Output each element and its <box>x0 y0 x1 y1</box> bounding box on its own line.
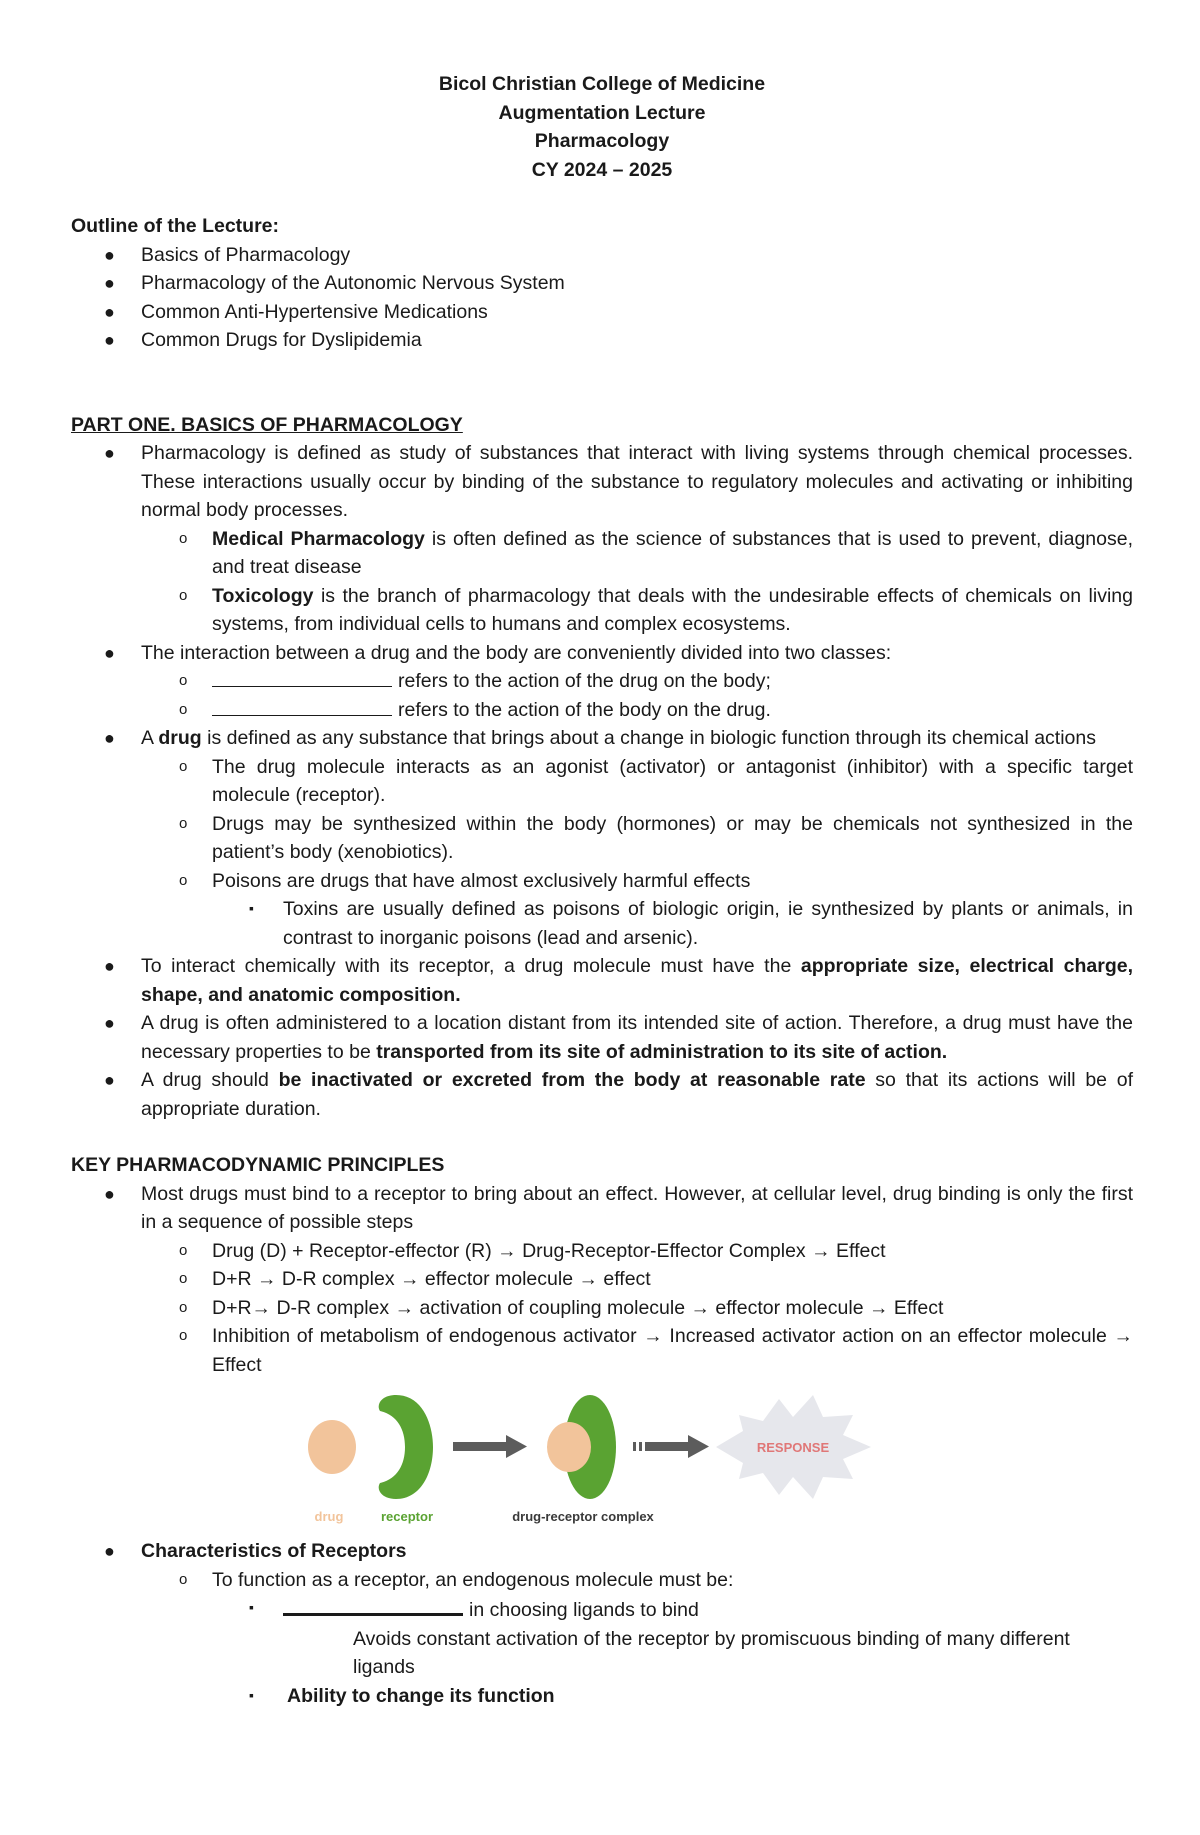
bullet-icon: ● <box>104 273 115 293</box>
lecture-type: Augmentation Lecture <box>498 101 706 124</box>
part-one-heading: PART ONE. BASICS OF PHARMACOLOGY <box>71 413 463 436</box>
fill-in-blank[interactable] <box>283 1594 463 1616</box>
list-item: ▪ in choosing ligands to bind <box>71 1594 1133 1625</box>
list-item: o refers to the action of the drug on the body; <box>71 667 1133 696</box>
dash-2 <box>639 1442 642 1451</box>
list-item: o To function as a receptor, an endogenous molecule must be: <box>71 1566 1133 1595</box>
list-item: ● A drug is defined as any substance that brings about a change in biologic function through its chemical actions <box>71 724 1133 753</box>
drug-receptor-diagram <box>71 1385 1133 1535</box>
square-bullet-icon: ▪ <box>249 1599 254 1615</box>
arrow-shaft <box>453 1442 508 1451</box>
list-item: ● The interaction between a drug and the body are conveniently divided into two classes: <box>71 639 1133 668</box>
circle-bullet-icon: o <box>179 1270 188 1287</box>
complex-drug-shape <box>547 1422 591 1472</box>
part-one-list <box>71 439 1133 1123</box>
circle-bullet-icon: o <box>179 586 188 604</box>
note-text: Avoids constant activation of the receptor by promiscuous binding of many different ligands <box>353 1627 1070 1678</box>
school-year: CY 2024 – 2025 <box>531 158 673 181</box>
outline-list <box>71 241 1133 355</box>
drug-receptor-figure <box>71 1385 1133 1535</box>
bullet-icon: ● <box>104 642 115 663</box>
square-bullet-icon: ▪ <box>249 1686 254 1703</box>
circle-bullet-icon: o <box>179 871 188 889</box>
arrow-shaft <box>645 1442 690 1451</box>
list-item: o D+R → D-R complex → effector molecule → effect <box>71 1265 1133 1294</box>
drug-label: drug <box>314 1509 344 1524</box>
arrow-head <box>688 1435 709 1458</box>
bullet-icon: ● <box>104 443 115 463</box>
college-name: Bicol Christian College of Medicine <box>438 73 766 95</box>
outline-title: Outline of the Lecture: <box>71 215 280 237</box>
list-item: ● To interact chemically with its receptor, a drug molecule must have the appropriate size, electrical charge, shape, and anatomic composition. <box>71 952 1133 1009</box>
list-item: o Drug (D) + Receptor-effector (R) → Drug-Receptor-Effector Complex → Effect <box>71 1237 1133 1266</box>
list-item: o Toxicology is the branch of pharmacology that deals with the undesirable effects of chemicals on living systems, from individual cells to humans and complex ecosystems. <box>71 582 1133 639</box>
bullet-icon: ● <box>104 1183 115 1204</box>
receptors-list <box>71 1537 1133 1710</box>
pharmacodynamics-heading: KEY PHARMACODYNAMIC PRINCIPLES <box>71 1154 445 1176</box>
circle-bullet-icon: o <box>179 757 188 775</box>
circle-bullet-icon: o <box>179 1570 188 1588</box>
list-item: ● Characteristics of Receptors <box>71 1537 1133 1566</box>
list-item: o D+R→ D-R complex → activation of coupling molecule → effector molecule → Effect <box>71 1294 1133 1323</box>
drug-shape <box>308 1420 356 1474</box>
circle-bullet-icon: o <box>179 529 188 547</box>
bullet-icon: ● <box>104 301 115 322</box>
pharmacodynamics-list <box>71 1180 1133 1380</box>
bullet-icon: ● <box>104 1541 115 1561</box>
list-item: ▪ Toxins are usually defined as poisons of biologic origin, ie synthesized by plants or animals, in contrast to inorganic poisons (lead and arsenic). <box>71 895 1133 952</box>
circle-bullet-icon: o <box>179 1298 188 1316</box>
document-page <box>71 70 1133 1710</box>
list-item: ● A drug is often administered to a location distant from its intended site of action. Therefore, a drug must have the necessary properties to be transported from its site of administration to its site of action. <box>71 1009 1133 1066</box>
list-item: o The drug molecule interacts as an agonist (activator) or antagonist (inhibitor) with a specific target molecule (receptor). <box>71 753 1133 810</box>
bullet-icon: ● <box>104 1013 115 1033</box>
fill-in-blank[interactable] <box>212 667 392 687</box>
list-item: ● Most drugs must bind to a receptor to bring about an effect. However, at cellular level, drug binding is only the first in a sequence of possible steps <box>71 1180 1133 1237</box>
bullet-icon: ● <box>104 956 115 976</box>
outline-item: ● Pharmacology of the Autonomic Nervous System <box>71 269 1133 298</box>
circle-bullet-icon: o <box>179 814 188 832</box>
list-item: ● Pharmacology is defined as study of substances that interact with living systems through chemical processes. These interactions usually occur by binding of the substance to regulatory molecules and activating or inhibiting normal body processes. <box>71 439 1133 525</box>
circle-bullet-icon: o <box>179 700 188 718</box>
outline-item: ● Common Drugs for Dyslipidemia <box>71 326 1133 355</box>
fill-in-blank[interactable] <box>212 696 392 716</box>
receptor-label: receptor <box>380 1509 434 1524</box>
circle-bullet-icon: o <box>179 1327 188 1344</box>
bullet-icon: ● <box>104 728 115 748</box>
square-bullet-icon: ▪ <box>249 900 254 916</box>
list-item: o Poisons are drugs that have almost exclusively harmful effects <box>71 867 1133 896</box>
bullet-icon: ● <box>104 244 115 265</box>
circle-bullet-icon: o <box>179 1241 188 1259</box>
outline-item: ● Basics of Pharmacology <box>71 241 1133 270</box>
response-label: RESPONSE <box>756 1440 830 1455</box>
arrow-head <box>506 1435 527 1458</box>
complex-label: drug-receptor complex <box>512 1509 654 1524</box>
receptor-shape <box>379 1395 433 1499</box>
dash-1 <box>633 1442 636 1451</box>
circle-bullet-icon: o <box>179 672 188 689</box>
list-item: o Medical Pharmacology is often defined as the science of substances that is used to prevent, diagnose, and treat disease <box>71 525 1133 582</box>
subject-title: Pharmacology <box>534 130 670 152</box>
list-item: o refers to the action of the body on the drug. <box>71 696 1133 725</box>
list-item: o Drugs may be synthesized within the body (hormones) or may be chemicals not synthesized in the patient’s body (xenobiotics). <box>71 810 1133 867</box>
list-item: ● A drug should be inactivated or excreted from the body at reasonable rate so that its actions will be of appropriate duration. <box>71 1066 1133 1123</box>
list-item: ▪ Ability to change its function <box>71 1682 1133 1711</box>
list-item: o Inhibition of metabolism of endogenous activator → Increased activator action on an effector molecule → Effect <box>71 1322 1133 1379</box>
outline-item: ● Common Anti-Hypertensive Medications <box>71 298 1133 327</box>
bullet-icon: ● <box>104 1070 115 1090</box>
bullet-icon: ● <box>104 330 115 350</box>
